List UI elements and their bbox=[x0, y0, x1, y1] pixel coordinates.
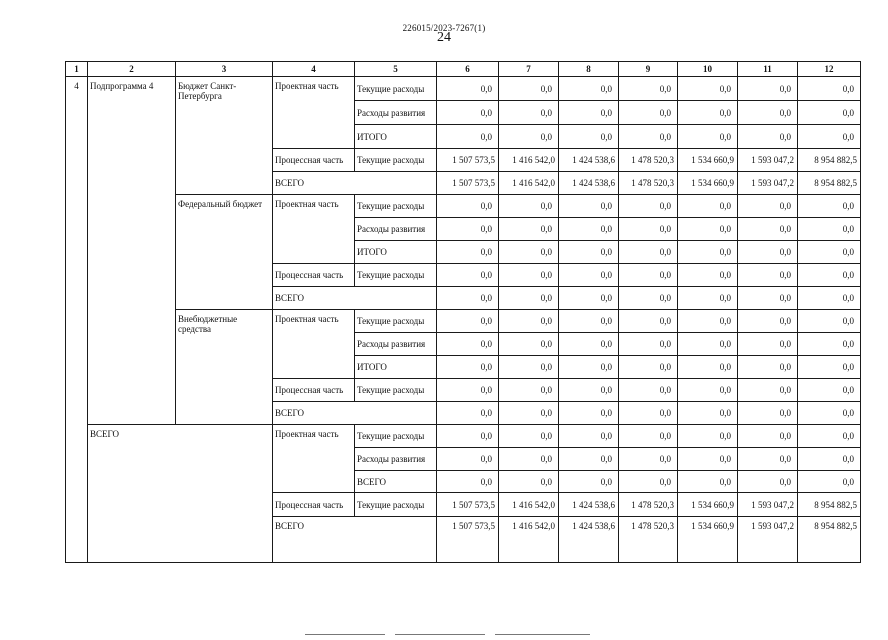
value-cell: 0,0 bbox=[499, 356, 559, 379]
column-header: 10 bbox=[678, 62, 738, 77]
part-name: Проектная часть bbox=[273, 77, 355, 149]
column-header: 3 bbox=[176, 62, 273, 77]
value-cell: 0,0 bbox=[798, 379, 861, 402]
value-cell: 0,0 bbox=[738, 241, 798, 264]
value-cell: 0,0 bbox=[499, 264, 559, 287]
value-cell: 0,0 bbox=[437, 356, 499, 379]
total-label: ВСЕГО bbox=[273, 517, 437, 563]
value-cell: 1 478 520,3 bbox=[619, 149, 678, 172]
value-cell: 0,0 bbox=[798, 77, 861, 101]
value-cell: 0,0 bbox=[559, 379, 619, 402]
value-cell: 0,0 bbox=[499, 448, 559, 471]
value-cell: 0,0 bbox=[499, 425, 559, 448]
total-label: ВСЕГО bbox=[273, 402, 437, 425]
expense-type: ИТОГО bbox=[355, 356, 437, 379]
expense-type: Текущие расходы bbox=[355, 493, 437, 517]
column-header: 4 bbox=[273, 62, 355, 77]
value-cell: 0,0 bbox=[499, 125, 559, 149]
value-cell: 1 507 573,5 bbox=[437, 172, 499, 195]
value-cell: 8 954 882,5 bbox=[798, 493, 861, 517]
value-cell: 0,0 bbox=[738, 310, 798, 333]
value-cell: 1 478 520,3 bbox=[619, 517, 678, 563]
budget-source: Федеральный бюджет bbox=[176, 195, 273, 310]
value-cell: 0,0 bbox=[619, 356, 678, 379]
value-cell: 0,0 bbox=[437, 241, 499, 264]
value-cell: 0,0 bbox=[619, 310, 678, 333]
value-cell: 0,0 bbox=[437, 125, 499, 149]
value-cell: 1 424 538,6 bbox=[559, 493, 619, 517]
part-name: Процессная часть bbox=[273, 379, 355, 402]
value-cell: 0,0 bbox=[619, 241, 678, 264]
value-cell: 1 534 660,9 bbox=[678, 149, 738, 172]
value-cell: 0,0 bbox=[619, 402, 678, 425]
value-cell: 8 954 882,5 bbox=[798, 172, 861, 195]
value-cell: 0,0 bbox=[559, 77, 619, 101]
value-cell: 0,0 bbox=[738, 195, 798, 218]
value-cell: 0,0 bbox=[559, 264, 619, 287]
value-cell: 0,0 bbox=[678, 448, 738, 471]
value-cell: 0,0 bbox=[798, 471, 861, 493]
expense-type: Текущие расходы bbox=[355, 264, 437, 287]
column-header: 6 bbox=[437, 62, 499, 77]
value-cell: 0,0 bbox=[738, 264, 798, 287]
column-header: 11 bbox=[738, 62, 798, 77]
value-cell: 1 424 538,6 bbox=[559, 517, 619, 563]
value-cell: 0,0 bbox=[437, 333, 499, 356]
value-cell: 0,0 bbox=[499, 402, 559, 425]
total-label: ВСЕГО bbox=[273, 287, 437, 310]
part-name: Процессная часть bbox=[273, 149, 355, 172]
value-cell: 0,0 bbox=[798, 241, 861, 264]
value-cell: 0,0 bbox=[619, 101, 678, 125]
value-cell: 1 534 660,9 bbox=[678, 493, 738, 517]
value-cell: 1 416 542,0 bbox=[499, 149, 559, 172]
value-cell: 0,0 bbox=[678, 402, 738, 425]
value-cell: 0,0 bbox=[499, 195, 559, 218]
expense-type: Текущие расходы bbox=[355, 425, 437, 448]
footer-rule bbox=[395, 634, 485, 635]
value-cell: 0,0 bbox=[559, 471, 619, 493]
value-cell: 0,0 bbox=[559, 241, 619, 264]
value-cell: 0,0 bbox=[738, 287, 798, 310]
value-cell: 0,0 bbox=[678, 125, 738, 149]
table-row bbox=[66, 310, 861, 333]
value-cell: 0,0 bbox=[499, 101, 559, 125]
value-cell: 0,0 bbox=[437, 77, 499, 101]
value-cell: 0,0 bbox=[738, 356, 798, 379]
value-cell: 0,0 bbox=[678, 425, 738, 448]
value-cell: 0,0 bbox=[619, 125, 678, 149]
value-cell: 0,0 bbox=[738, 218, 798, 241]
value-cell: 1 534 660,9 bbox=[678, 517, 738, 563]
value-cell: 0,0 bbox=[499, 310, 559, 333]
value-cell: 1 416 542,0 bbox=[499, 517, 559, 563]
value-cell: 1 416 542,0 bbox=[499, 172, 559, 195]
value-cell: 1 593 047,2 bbox=[738, 172, 798, 195]
expense-type: Текущие расходы bbox=[355, 195, 437, 218]
value-cell: 0,0 bbox=[738, 425, 798, 448]
value-cell: 0,0 bbox=[559, 125, 619, 149]
value-cell: 0,0 bbox=[437, 195, 499, 218]
value-cell: 1 507 573,5 bbox=[437, 149, 499, 172]
value-cell: 1 478 520,3 bbox=[619, 172, 678, 195]
value-cell: 0,0 bbox=[499, 77, 559, 101]
expense-type: Текущие расходы bbox=[355, 310, 437, 333]
part-name: Проектная часть bbox=[273, 310, 355, 379]
value-cell: 0,0 bbox=[619, 218, 678, 241]
value-cell: 0,0 bbox=[738, 448, 798, 471]
value-cell: 1 593 047,2 bbox=[738, 493, 798, 517]
value-cell: 0,0 bbox=[437, 287, 499, 310]
value-cell: 0,0 bbox=[738, 402, 798, 425]
value-cell: 0,0 bbox=[437, 402, 499, 425]
value-cell: 0,0 bbox=[437, 448, 499, 471]
value-cell: 8 954 882,5 bbox=[798, 149, 861, 172]
value-cell: 0,0 bbox=[559, 356, 619, 379]
column-header: 1 bbox=[66, 62, 88, 77]
value-cell: 0,0 bbox=[738, 333, 798, 356]
value-cell: 0,0 bbox=[559, 101, 619, 125]
value-cell: 0,0 bbox=[437, 101, 499, 125]
part-name: Процессная часть bbox=[273, 264, 355, 287]
budget-source: Внебюджетные средства bbox=[176, 310, 273, 425]
page-number: 24 bbox=[437, 30, 451, 45]
value-cell: 0,0 bbox=[798, 310, 861, 333]
value-cell: 0,0 bbox=[678, 218, 738, 241]
expense-type: ИТОГО bbox=[355, 241, 437, 264]
value-cell: 0,0 bbox=[678, 333, 738, 356]
value-cell: 0,0 bbox=[619, 287, 678, 310]
value-cell: 0,0 bbox=[678, 310, 738, 333]
value-cell: 0,0 bbox=[798, 448, 861, 471]
value-cell: 0,0 bbox=[798, 264, 861, 287]
value-cell: 0,0 bbox=[619, 425, 678, 448]
value-cell: 0,0 bbox=[559, 218, 619, 241]
footer-rule bbox=[305, 634, 385, 635]
expense-type: Текущие расходы bbox=[355, 379, 437, 402]
value-cell: 0,0 bbox=[619, 448, 678, 471]
value-cell: 0,0 bbox=[678, 356, 738, 379]
value-cell: 0,0 bbox=[678, 77, 738, 101]
value-cell: 0,0 bbox=[559, 195, 619, 218]
value-cell: 0,0 bbox=[678, 241, 738, 264]
value-cell: 1 593 047,2 bbox=[738, 149, 798, 172]
value-cell: 0,0 bbox=[619, 471, 678, 493]
value-cell: 0,0 bbox=[678, 264, 738, 287]
value-cell: 1 424 538,6 bbox=[559, 172, 619, 195]
column-header: 5 bbox=[355, 62, 437, 77]
value-cell: 0,0 bbox=[678, 471, 738, 493]
value-cell: 0,0 bbox=[437, 425, 499, 448]
table-row bbox=[66, 77, 861, 101]
value-cell: 0,0 bbox=[619, 77, 678, 101]
value-cell: 0,0 bbox=[559, 310, 619, 333]
footer-rule bbox=[495, 634, 590, 635]
value-cell: 0,0 bbox=[619, 333, 678, 356]
header-row bbox=[66, 62, 861, 77]
row-number: 4 bbox=[66, 77, 88, 563]
value-cell: 1 507 573,5 bbox=[437, 517, 499, 563]
value-cell: 8 954 882,5 bbox=[798, 517, 861, 563]
value-cell: 0,0 bbox=[798, 356, 861, 379]
value-cell: 1 416 542,0 bbox=[499, 493, 559, 517]
expense-type: ВСЕГО bbox=[355, 471, 437, 493]
value-cell: 0,0 bbox=[437, 218, 499, 241]
value-cell: 1 534 660,9 bbox=[678, 172, 738, 195]
value-cell: 0,0 bbox=[559, 425, 619, 448]
expense-type: Расходы развития bbox=[355, 333, 437, 356]
program-name: Подпрограмма 4 bbox=[88, 77, 176, 425]
expense-type: Текущие расходы bbox=[355, 149, 437, 172]
expense-type: ИТОГО bbox=[355, 125, 437, 149]
total-label: ВСЕГО bbox=[273, 172, 437, 195]
value-cell: 0,0 bbox=[499, 218, 559, 241]
value-cell: 0,0 bbox=[499, 471, 559, 493]
value-cell: 0,0 bbox=[559, 333, 619, 356]
document-code: 226015/2023-7267(1) bbox=[402, 23, 486, 33]
value-cell: 0,0 bbox=[738, 125, 798, 149]
value-cell: 0,0 bbox=[798, 125, 861, 149]
table-row bbox=[66, 425, 861, 448]
budget-source: Бюджет Санкт-Петербурга bbox=[176, 77, 273, 195]
value-cell: 0,0 bbox=[619, 264, 678, 287]
value-cell: 0,0 bbox=[499, 379, 559, 402]
value-cell: 0,0 bbox=[559, 448, 619, 471]
value-cell: 0,0 bbox=[678, 195, 738, 218]
value-cell: 0,0 bbox=[738, 471, 798, 493]
value-cell: 0,0 bbox=[798, 425, 861, 448]
value-cell: 1 478 520,3 bbox=[619, 493, 678, 517]
column-header: 8 bbox=[559, 62, 619, 77]
value-cell: 1 424 538,6 bbox=[559, 149, 619, 172]
expense-type: Расходы развития bbox=[355, 218, 437, 241]
expense-type: Текущие расходы bbox=[355, 77, 437, 101]
value-cell: 0,0 bbox=[798, 101, 861, 125]
value-cell: 0,0 bbox=[798, 218, 861, 241]
value-cell: 0,0 bbox=[437, 264, 499, 287]
value-cell: 0,0 bbox=[499, 241, 559, 264]
column-header: 12 bbox=[798, 62, 861, 77]
value-cell: 0,0 bbox=[798, 195, 861, 218]
value-cell: 0,0 bbox=[437, 471, 499, 493]
column-header: 7 bbox=[499, 62, 559, 77]
value-cell: 0,0 bbox=[559, 287, 619, 310]
value-cell: 0,0 bbox=[678, 101, 738, 125]
part-name: Проектная часть bbox=[273, 425, 355, 493]
value-cell: 0,0 bbox=[798, 333, 861, 356]
column-header: 2 bbox=[88, 62, 176, 77]
value-cell: 0,0 bbox=[678, 287, 738, 310]
value-cell: 0,0 bbox=[798, 402, 861, 425]
value-cell: 0,0 bbox=[798, 287, 861, 310]
expense-type: Расходы развития bbox=[355, 448, 437, 471]
value-cell: 0,0 bbox=[619, 379, 678, 402]
value-cell: 0,0 bbox=[499, 333, 559, 356]
grand-total-label: ВСЕГО bbox=[88, 425, 273, 563]
part-name: Проектная часть bbox=[273, 195, 355, 264]
value-cell: 0,0 bbox=[437, 310, 499, 333]
value-cell: 0,0 bbox=[559, 402, 619, 425]
value-cell: 0,0 bbox=[738, 101, 798, 125]
value-cell: 0,0 bbox=[499, 287, 559, 310]
value-cell: 1 507 573,5 bbox=[437, 493, 499, 517]
value-cell: 0,0 bbox=[738, 77, 798, 101]
table-row bbox=[66, 195, 861, 218]
column-header: 9 bbox=[619, 62, 678, 77]
part-name: Процессная часть bbox=[273, 493, 355, 517]
expense-type: Расходы развития bbox=[355, 101, 437, 125]
value-cell: 0,0 bbox=[619, 195, 678, 218]
value-cell: 0,0 bbox=[678, 379, 738, 402]
value-cell: 0,0 bbox=[738, 379, 798, 402]
value-cell: 1 593 047,2 bbox=[738, 517, 798, 563]
value-cell: 0,0 bbox=[437, 379, 499, 402]
budget-table bbox=[65, 61, 861, 563]
